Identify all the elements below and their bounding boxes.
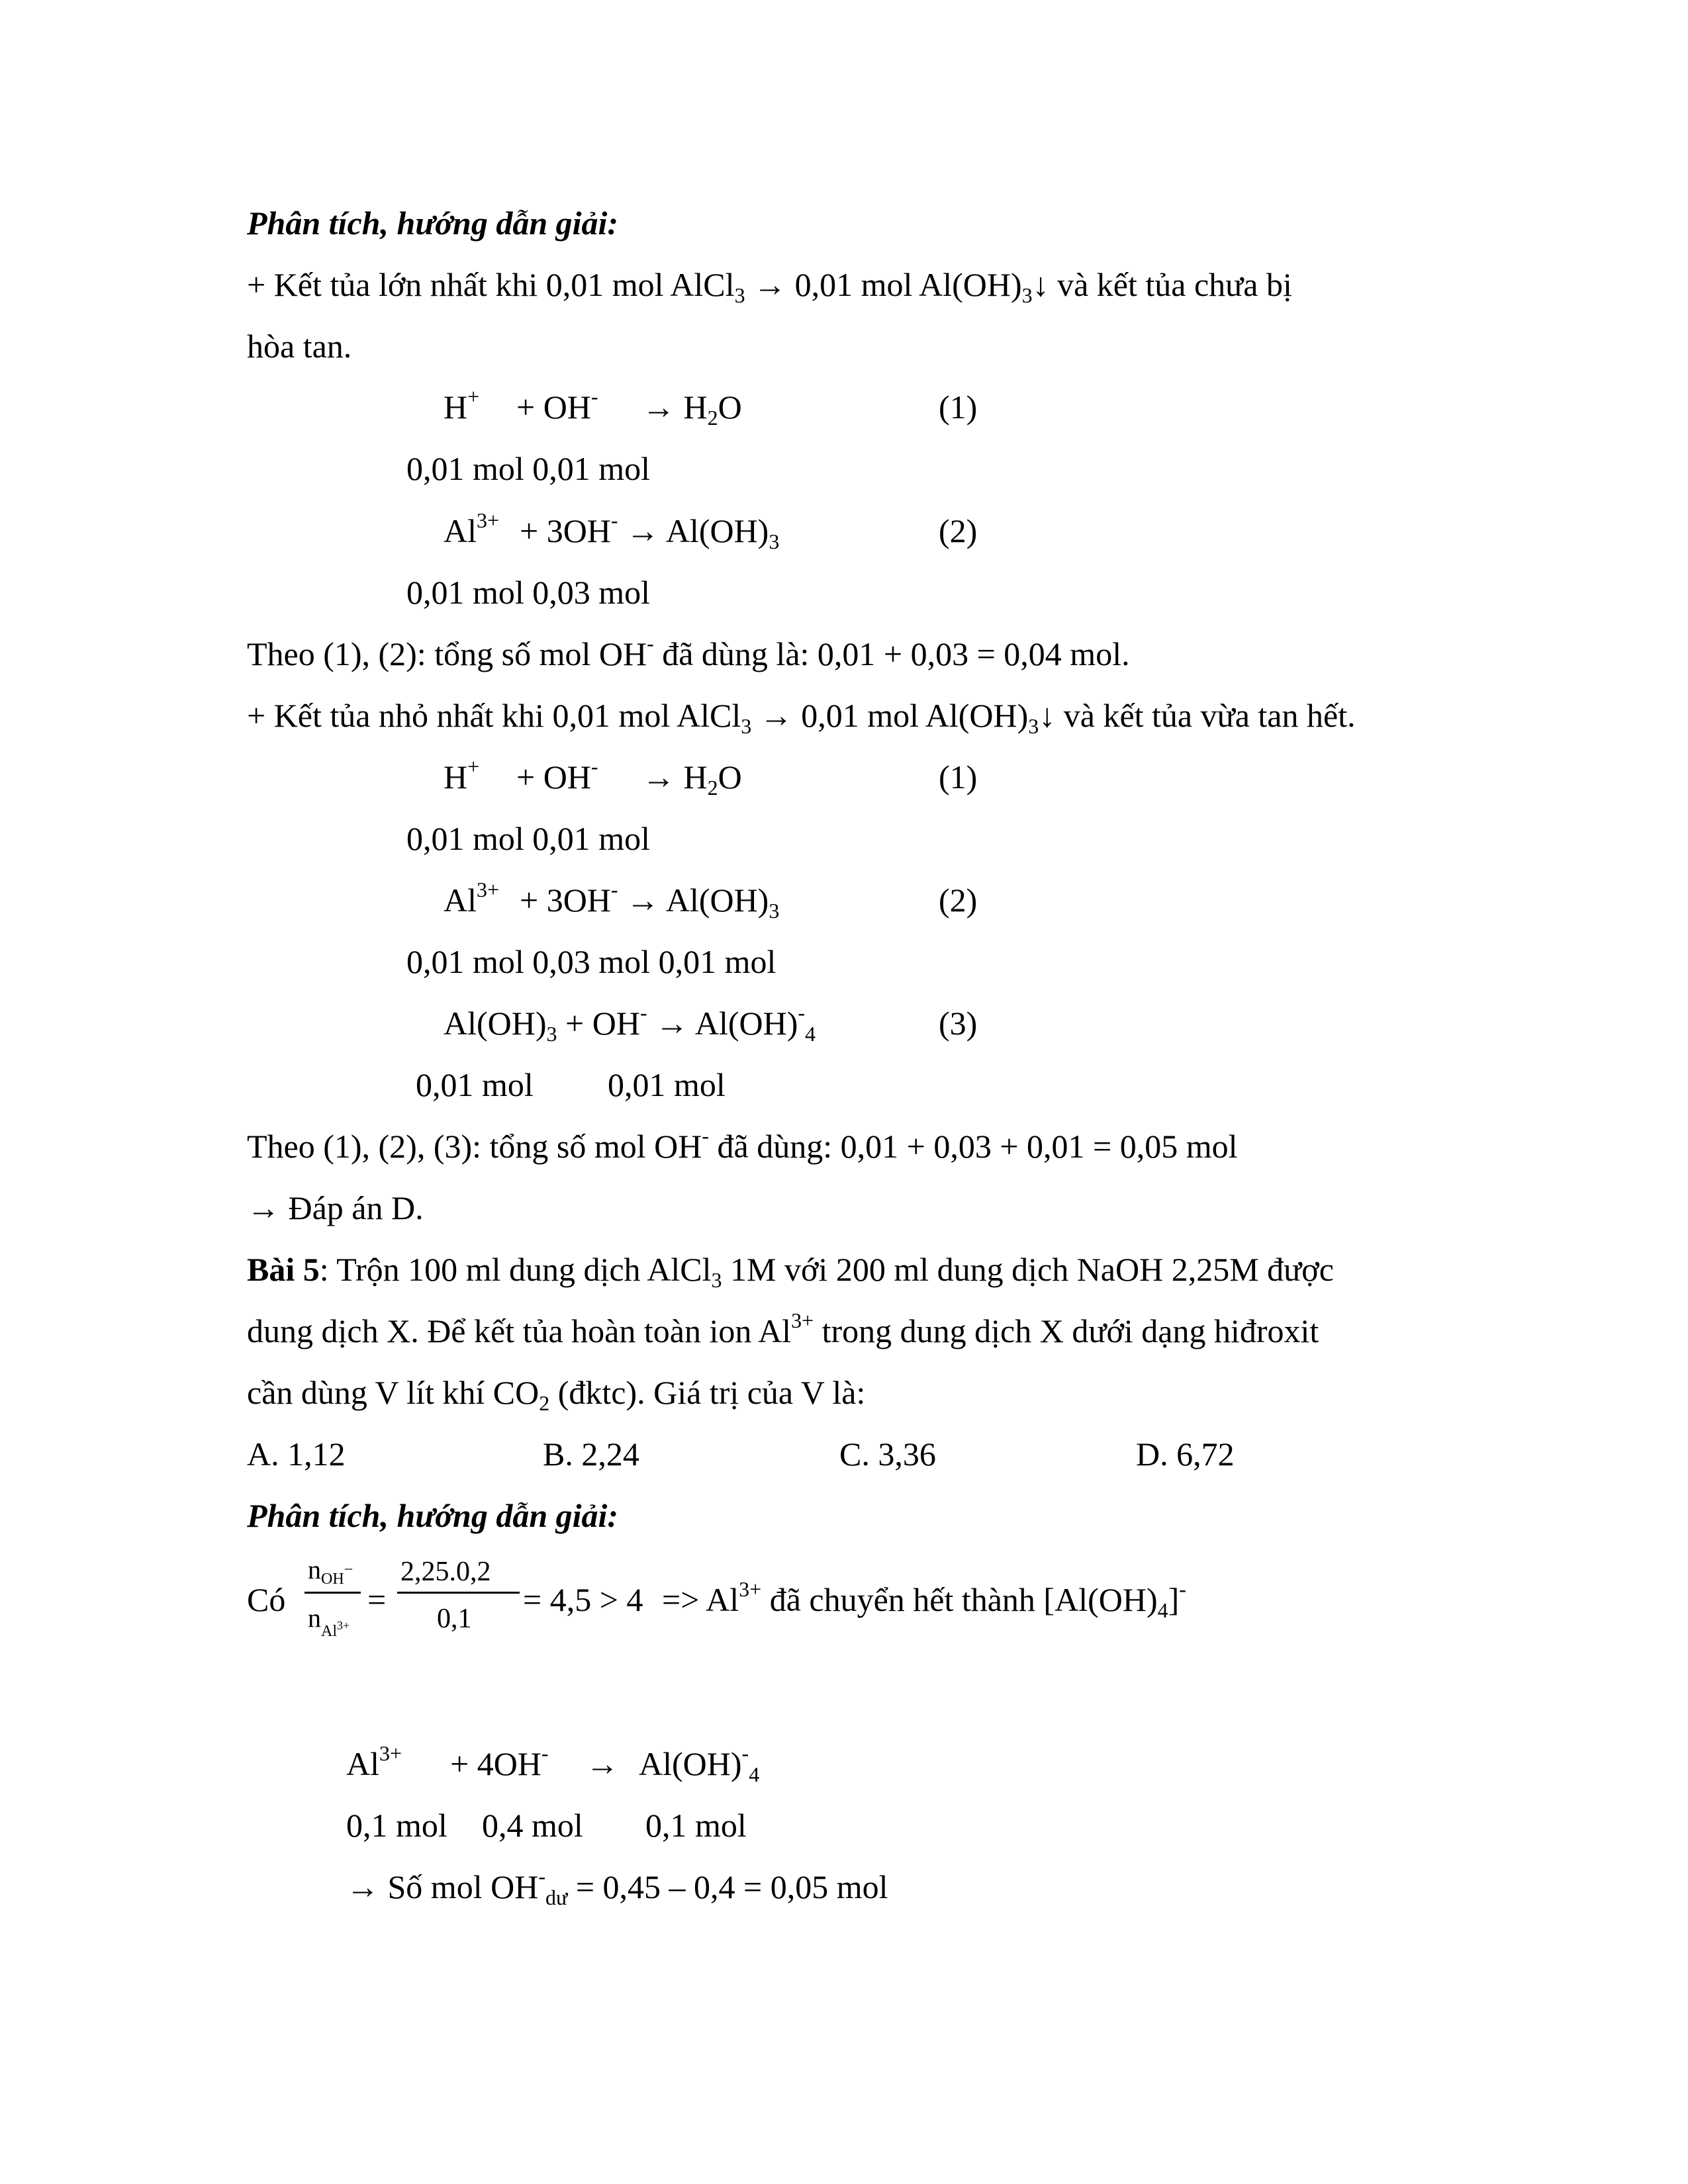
equation-3: $Al(OH)_3 + OH^- \to Al(OH)^-_4$ [444, 1001, 816, 1046]
option-a: A. 1,12 [247, 1435, 346, 1473]
fraction-denominator: 0,1 [437, 1604, 472, 1634]
equation-c: $Al^{3+}$ [346, 1741, 402, 1782]
summary-line: Theo (1), (2), (3): tổng số mol OH- đã dùng: 0,01 + 0,03 + 0,01 = 0,05 mol [247, 1124, 1238, 1165]
equation-number: (3) [939, 1005, 978, 1042]
mol-line: 0,01 mol 0,01 mol [406, 450, 651, 487]
mol-line: 0,1 mol [346, 1807, 447, 1844]
exercise-5-line2: dung dịch X. Để kết tủa hoàn toàn ion $Al^{3+}$ trong dung dịch X dưới dạng hiđroxit [247, 1308, 1319, 1349]
paragraph-max-precipitate: + Kết tủa lớn nhất khi 0,01 mol AlCl$_3$ → 0,01 mol $Al(OH)_3↓$ và kết tủa chưa bị [247, 266, 1292, 307]
paragraph-min-precipitate: + Kết tủa nhỏ nhất khi 0,01 mol AlCl$_3$ → 0,01 mol $Al(OH)_3↓$ và kết tủa vừa tan hết. [247, 697, 1356, 738]
equation-2: $Al^{3+}$ [444, 508, 500, 549]
mol-line: 0,01 mol 0,01 mol [406, 820, 651, 857]
option-d: D. 6,72 [1136, 1435, 1235, 1473]
equation-2-rhs: + $3OH^- \to Al(OH)_3$ [520, 508, 780, 553]
option-c: C. 3,36 [839, 1435, 936, 1473]
formula-comparison: = 4,5 > 4 [523, 1581, 643, 1618]
equation-c-product: $Al(OH)^-_4$ [639, 1741, 760, 1786]
fraction-numerator: $n_{OH}-$ [308, 1555, 353, 1588]
section-heading: Phân tích, hướng dẫn giải: [247, 205, 619, 242]
equation-number: (2) [939, 882, 978, 919]
mol-line: 0,1 mol [645, 1807, 747, 1844]
fraction-bar [397, 1592, 520, 1594]
formula-conclusion: => $Al^{3+}$ đã chuyển hết thành $[Al(OH)_4]^-$ [662, 1577, 1186, 1622]
equation-number: (2) [939, 512, 978, 549]
equation-1-rhs: + OH- [516, 754, 598, 796]
equation-1-product: → $H_2O$ [642, 758, 742, 799]
equation-number: (1) [939, 758, 978, 796]
fraction-bar [305, 1592, 361, 1594]
mol-line: 0,01 mol 0,03 mol [406, 574, 651, 611]
mol-line: 0,4 mol [482, 1807, 583, 1844]
final-line: → Số mol $OH^-_{dư} = 0,45 - 0,4 = 0,05$ mol [346, 1864, 888, 1909]
exercise-label: Bài 5 [247, 1251, 320, 1288]
equation-1: H+ [444, 385, 480, 426]
equation-2: $Al^{3+}$ [444, 878, 500, 919]
fraction-numerator: 2,25.0,2 [400, 1557, 491, 1587]
equation-1-product: → $H_2O$ [642, 388, 742, 430]
text: + Kết tủa lớn nhất khi 0,01 mol AlCl [247, 266, 735, 303]
answer-line: → Đáp án D. [247, 1189, 424, 1226]
equation-1-rhs: + OH- [516, 385, 598, 426]
option-b: B. 2,24 [543, 1435, 639, 1473]
equals-sign: = [367, 1581, 387, 1618]
exercise-5-line3: cần dùng V lít khí $CO_2$ (đktc). Giá trị của V là: [247, 1374, 866, 1415]
summary-line: Theo (1), (2): tổng số mol OH- đã dùng là: 0,01 + 0,03 = 0,04 mol. [247, 631, 1130, 672]
formula-prefix: Có [247, 1581, 286, 1618]
equation-c-rhs: + 4OH- [450, 1741, 549, 1782]
mol-line: 0,01 mol [608, 1066, 726, 1103]
section-heading: Phân tích, hướng dẫn giải: [247, 1497, 619, 1534]
equation-c-arrow: → [586, 1745, 619, 1782]
mol-line: 0,01 mol [416, 1066, 534, 1103]
mol-line: 0,01 mol 0,03 mol 0,01 mol [406, 943, 776, 980]
exercise-5: Bài 5: Trộn 100 ml dung dịch AlCl$_3$ 1M với 200 ml dung dịch NaOH 2,25M được [247, 1251, 1334, 1292]
equation-number: (1) [939, 388, 978, 426]
paragraph-line: hòa tan. [247, 328, 352, 365]
fraction-denominator: $n_{Al}3+$ [308, 1603, 350, 1640]
equation-1: H+ [444, 754, 480, 796]
equation-2-rhs: + $3OH^- \to Al(OH)_3$ [520, 878, 780, 923]
